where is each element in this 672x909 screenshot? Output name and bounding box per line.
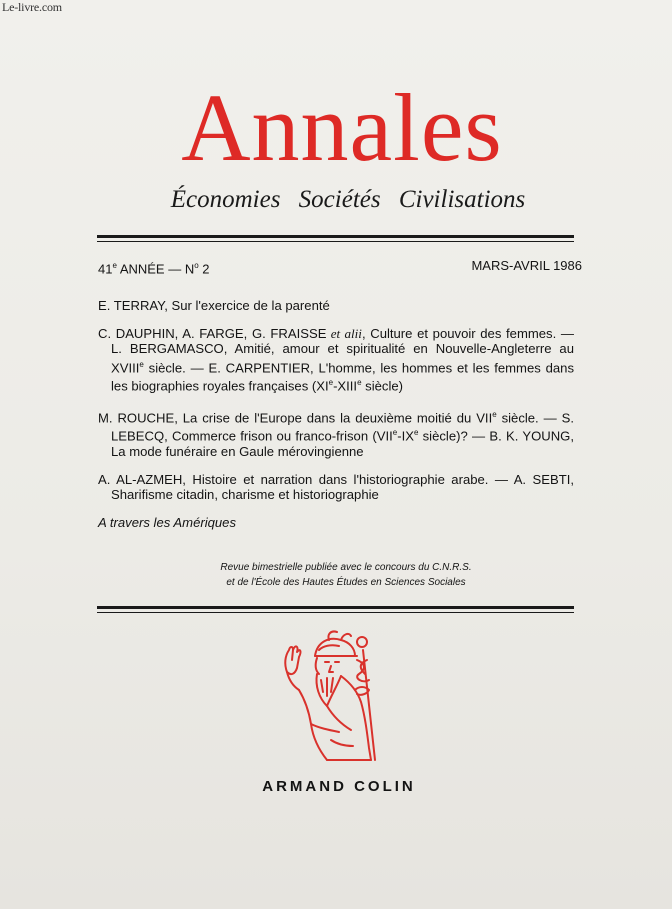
contents-entry: C. DAUPHIN, A. FARGE, G. FRAISSE et alii, Culture et pouvoir des femmes. — L. BERGAMASCO, Amitié, amour et spiritualité en Nouvelle-Angleterre au XVIIIe siècle. — E. CARPENTIER, L'homme, les hommes et les femmes dans les biographies royales françaises (XIe-XIIIe siècle) [98,326,574,394]
issue-date: MARS-AVRIL 1986 [471,258,582,273]
hermes-logo-icon [271,620,399,770]
publisher-name: ARMAND COLIN [262,778,416,795]
publication-note-line2: et de l'École des Hautes Études en Sciences Sociales [226,577,466,588]
bottom-rule-thin [97,612,574,613]
contents-entry: A. AL-AZMEH, Histoire et narration dans l'historiographie arabe. — A. SEBTI, Sharifisme citadin, charisme et historiographie [98,472,574,503]
publication-note-line1: Revue bimestrielle publiée avec le concours du C.N.R.S. [220,562,472,573]
section-title: A travers les Amériques [98,515,237,531]
contents-entry: M. ROUCHE, La crise de l'Europe dans la deuxième moitié du VIIe siècle. — S. LEBECQ, Commerce frison ou franco-frison (VIIe-IXe siècle)? — B. K. YOUNG, La mode funéraire en Gaule mérovingienne [98,409,574,459]
table-of-contents [98,298,574,544]
watermark: Le-livre.com [2,0,62,14]
contents-entry: E. TERRAY, Sur l'exercice de la parenté [98,298,330,313]
publication-note [0,560,672,590]
journal-title: Annales [181,74,503,181]
issue-number: 41e ANNÉE — $N^o$ 2 [98,261,210,277]
top-rule-thin [97,241,574,242]
bottom-rule [97,606,574,609]
journal-subtitle: Économies Sociétés Civilisations [170,186,526,213]
top-rule [97,235,574,238]
